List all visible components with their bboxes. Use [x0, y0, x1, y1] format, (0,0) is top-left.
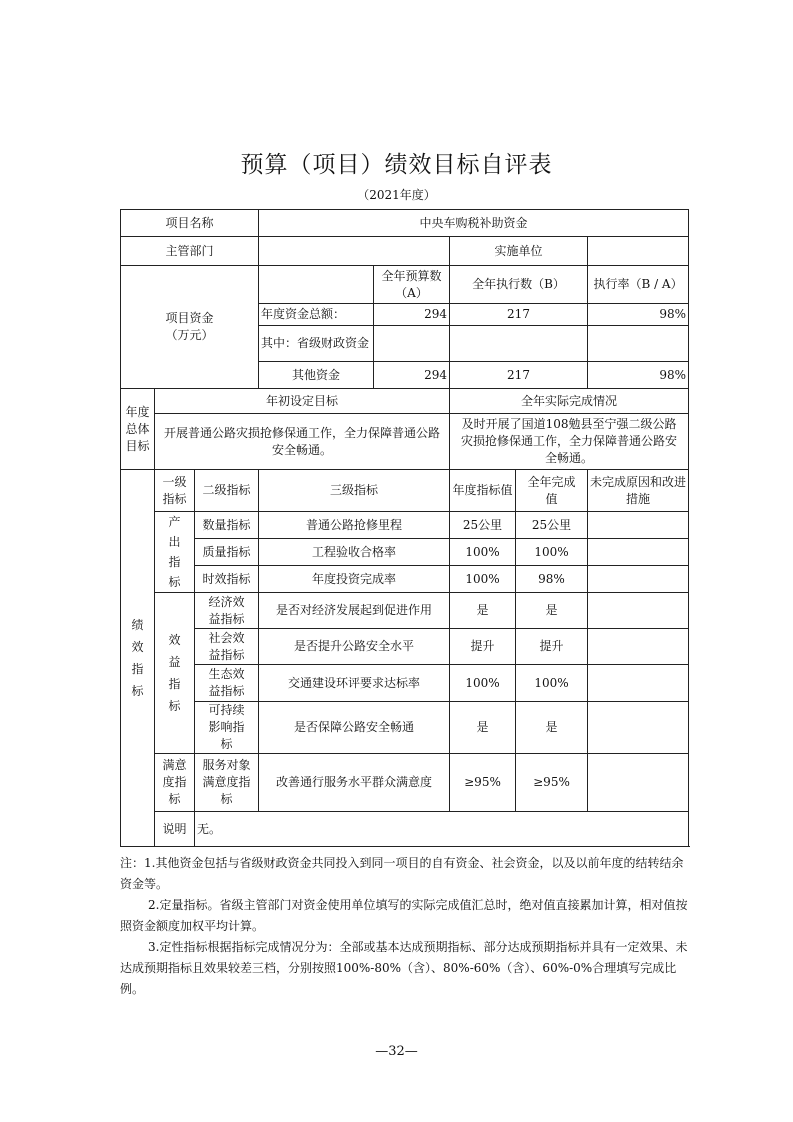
footnotes	[120, 853, 688, 1000]
funds-col-exec: 全年执行数（B）	[450, 266, 588, 304]
goal-actual-header: 全年实际完成情况	[450, 389, 689, 414]
actual-header: 全年完成值	[516, 470, 588, 512]
indicator-reason	[588, 539, 689, 566]
indicator-row	[121, 702, 689, 754]
funds-row-rate	[588, 326, 689, 362]
funds-header-row	[121, 266, 689, 304]
goal-content-row	[121, 414, 689, 470]
indicator-target: 25公里	[450, 512, 516, 539]
indicator-target: 100%	[450, 665, 516, 702]
level3-header: 三级指标	[259, 470, 450, 512]
funds-col-budget: 全年预算数（A）	[374, 266, 450, 304]
remark-row	[121, 812, 689, 847]
indicator-reason	[588, 593, 689, 629]
indicator-level3: 是否提升公路安全水平	[259, 629, 450, 665]
indicator-target: ≥95%	[450, 754, 516, 812]
indicator-reason	[588, 665, 689, 702]
project-name-row	[121, 210, 689, 237]
footnote-2: 2.定量指标。省级主管部门对资金使用单位填写的实际完成值汇总时，绝对值直接累加计算，相对值按照资金额度加权平均计算。	[120, 898, 688, 933]
indicator-level3: 是否保障公路安全畅通	[259, 702, 450, 754]
funds-label-line1: 项目资金	[165, 311, 214, 325]
indicator-actual: 是	[516, 593, 588, 629]
goal-actual-text: 及时开展了国道108勉县至宁强二级公路灾损抢修保通工作，全力保障普通公路安全畅通。	[450, 414, 689, 470]
funds-col-rate: 执行率（B / A）	[588, 266, 689, 304]
indicator-level2: 时效指标	[195, 566, 259, 593]
funds-label	[121, 266, 259, 389]
page-title: 预算（项目）绩效目标自评表	[240, 152, 553, 178]
indicator-reason	[588, 702, 689, 754]
funds-row-budget: 294	[374, 362, 450, 389]
implementer-value	[588, 237, 689, 266]
funds-row-exec: 217	[450, 304, 588, 326]
indicator-level3: 改善通行服务水平群众满意度	[259, 754, 450, 812]
indicator-target: 是	[450, 702, 516, 754]
goal-set-text: 开展普通公路灾损抢修保通工作，全力保障普通公路安全畅通。	[155, 414, 450, 470]
indicator-level3: 工程验收合格率	[259, 539, 450, 566]
indicator-level2: 可持续影响指标	[195, 702, 259, 754]
indicator-actual: 提升	[516, 629, 588, 665]
funds-row-rate: 98%	[588, 304, 689, 326]
footnote-3: 3.定性指标根据指标完成情况分为：全部或基本达成预期指标、部分达成预期指标并具有一定效果、未达成预期指标且效果较差三档，分别按照100%-80%（含）、80%-60%（含）、60%-0%合理填写完成比例。	[120, 940, 688, 996]
indicator-level2: 经济效益指标	[195, 593, 259, 629]
indicator-level3: 年度投资完成率	[259, 566, 450, 593]
indicator-actual: 100%	[516, 665, 588, 702]
indicator-level3: 普通公路抢修里程	[259, 512, 450, 539]
indicator-actual: 25公里	[516, 512, 588, 539]
indicator-actual: 100%	[516, 539, 588, 566]
indicator-reason	[588, 754, 689, 812]
group-satisfaction-label: 满意度指标	[155, 754, 195, 812]
indicator-reason	[588, 566, 689, 593]
indicator-level2: 质量指标	[195, 539, 259, 566]
department-label: 主管部门	[121, 237, 259, 266]
indicator-target: 是	[450, 593, 516, 629]
department-row	[121, 237, 689, 266]
reason-header: 未完成原因和改进措施	[588, 470, 689, 512]
performance-indicators-label: 绩效指标	[121, 470, 155, 847]
indicator-header-row	[121, 470, 689, 512]
annual-goal-label: 年度总体目标	[121, 389, 155, 470]
group-benefit-label: 效益指标	[155, 593, 195, 754]
funds-header-blank	[259, 266, 374, 304]
indicator-row	[121, 665, 689, 702]
indicator-target: 提升	[450, 629, 516, 665]
indicator-row	[121, 593, 689, 629]
indicator-level2: 生态效益指标	[195, 665, 259, 702]
level1-header: 一级指标	[155, 470, 195, 512]
target-header: 年度指标值	[450, 470, 516, 512]
implementer-label: 实施单位	[450, 237, 588, 266]
funds-label-line2: （万元）	[165, 328, 214, 342]
goal-header-row	[121, 389, 689, 414]
indicator-row	[121, 512, 689, 539]
remark-text: 无。	[195, 812, 689, 847]
indicator-row	[121, 754, 689, 812]
indicator-level2: 数量指标	[195, 512, 259, 539]
indicator-row	[121, 566, 689, 593]
indicator-row	[121, 629, 689, 665]
indicator-target: 100%	[450, 566, 516, 593]
indicator-target: 100%	[450, 539, 516, 566]
project-name-label: 项目名称	[121, 210, 259, 237]
indicator-level2: 社会效益指标	[195, 629, 259, 665]
funds-row-label: 其中：省级财政资金	[259, 326, 374, 362]
funds-row-budget: 294	[374, 304, 450, 326]
group-output-label: 产出指标	[155, 512, 195, 593]
footnote-1: 注：1.其他资金包括与省级财政资金共同投入到同一项目的自有资金、社会资金，以及以前年度的结转结余资金等。	[120, 856, 684, 891]
report-year: （2021年度）	[357, 188, 436, 202]
funds-row-label: 年度资金总额：	[259, 304, 374, 326]
indicator-actual: 是	[516, 702, 588, 754]
indicator-level2: 服务对象满意度指标	[195, 754, 259, 812]
indicator-actual: ≥95%	[516, 754, 588, 812]
level2-header: 二级指标	[195, 470, 259, 512]
indicator-level3: 是否对经济发展起到促进作用	[259, 593, 450, 629]
funds-row-exec: 217	[450, 362, 588, 389]
indicator-row	[121, 539, 689, 566]
funds-row-label: 其他资金	[259, 362, 374, 389]
remark-label: 说明	[155, 812, 195, 847]
indicator-actual: 98%	[516, 566, 588, 593]
self-evaluation-table	[120, 209, 689, 847]
indicator-reason	[588, 629, 689, 665]
goal-set-header: 年初设定目标	[155, 389, 450, 414]
page-number: —32—	[375, 1044, 418, 1059]
funds-row-budget	[374, 326, 450, 362]
indicator-level3: 交通建设环评要求达标率	[259, 665, 450, 702]
funds-row-rate: 98%	[588, 362, 689, 389]
funds-row-exec	[450, 326, 588, 362]
department-value	[259, 237, 450, 266]
project-name-value: 中央车购税补助资金	[259, 210, 689, 237]
indicator-reason	[588, 512, 689, 539]
